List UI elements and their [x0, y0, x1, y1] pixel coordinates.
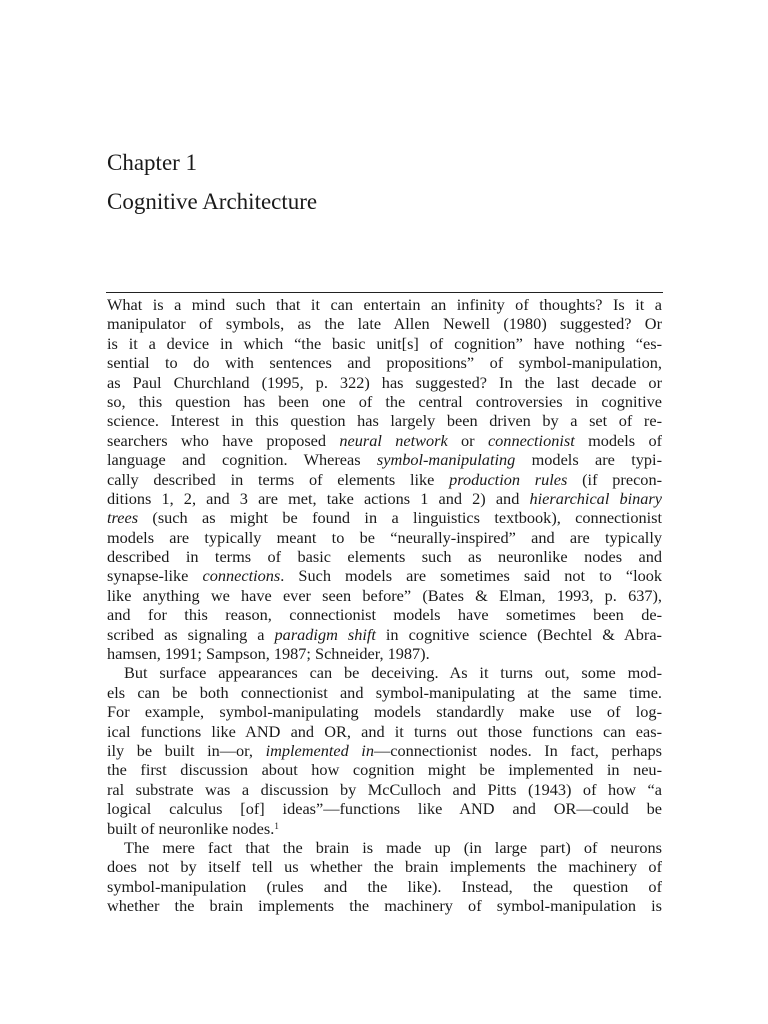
- italic-term: neural network: [339, 430, 448, 450]
- text-line: described in terms of basic elements such as neuronlike nodes and: [107, 547, 662, 567]
- text-line: models are typically meant to be “neurally-inspired” and are typically: [107, 527, 662, 547]
- line-segment: (such as might be found in a linguistics textbook), connectionist: [138, 508, 662, 528]
- text-line: is it a device in which “the basic unit[s] of cognition” have nothing “es-: [107, 333, 662, 353]
- italic-term: trees: [107, 508, 139, 528]
- italic-term: production rules: [449, 469, 568, 489]
- text-line: [107, 566, 662, 585]
- line-segment: ily be built in—or,: [107, 740, 266, 760]
- italic-term: implemented in: [265, 740, 374, 760]
- line-segment: . Such models are sometimes said not to “look: [280, 566, 662, 586]
- italic-term: hierarchical binary: [529, 488, 662, 508]
- text-line: like anything we have ever seen before” (Bates & Elman, 1993, p. 637),: [107, 585, 662, 605]
- text-line: ral substrate was a discussion by McCulloch and Pitts (1943) of how “a: [107, 779, 662, 799]
- text-line: [107, 470, 662, 489]
- text-line: [107, 741, 662, 760]
- text-line: logical calculus [of] ideas”—functions like AND and OR—could be: [107, 799, 662, 819]
- line-segment: or: [447, 430, 488, 450]
- text-line: science. Interest in this question has largely been driven by a set of re-: [107, 411, 662, 431]
- italic-term: symbol-manipulating: [376, 450, 516, 470]
- text-line: [107, 431, 662, 450]
- text-line: [107, 819, 662, 838]
- text-line: so, this question has been one of the central controversies in cognitive: [107, 391, 662, 411]
- footnote-marker[interactable]: 1: [274, 820, 279, 831]
- text-line: [107, 489, 662, 508]
- line-segment: searchers who have proposed: [107, 430, 340, 450]
- line-segment: cally described in terms of elements like: [107, 469, 450, 489]
- line-segment: ditions 1, 2, and 3 are met, take actions 1 and 2) and: [107, 488, 530, 508]
- line-segment: language and cognition. Whereas: [107, 450, 377, 470]
- line-segment: models are typi-: [515, 450, 662, 470]
- text-line: But surface appearances can be deceiving. As it turns out, some mod-: [124, 663, 662, 683]
- text-line: whether the brain implements the machinery of symbol-manipulation is: [107, 896, 662, 916]
- italic-term: connectionist: [487, 430, 575, 450]
- line-segment: —connectionist nodes. In fact, perhaps: [373, 740, 662, 760]
- text-line: does not by itself tell us whether the brain implements the machinery of: [107, 857, 662, 877]
- text-line: hamsen, 1991; Sampson, 1987; Schneider, 1987).: [107, 644, 430, 664]
- text-line: manipulator of symbols, as the late Allen Newell (1980) suggested? Or: [107, 314, 662, 334]
- text-line: the first discussion about how cognition might be implemented in neu-: [107, 760, 662, 780]
- text-line: as Paul Churchland (1995, p. 322) has suggested? In the last decade or: [107, 372, 662, 392]
- section-divider: [106, 292, 663, 293]
- italic-term: connections: [202, 566, 281, 586]
- line-segment: in cognitive science (Bechtel & Abra-: [375, 624, 662, 644]
- line-segment: (if precon-: [567, 469, 662, 489]
- body-text: [107, 295, 662, 916]
- italic-term: paradigm shift: [274, 624, 376, 644]
- chapter-label: Chapter 1: [107, 150, 198, 175]
- text-line: els can be both connectionist and symbol-manipulating at the same time.: [107, 682, 662, 702]
- text-line: [107, 450, 662, 469]
- line-segment: built of neuronlike nodes.: [107, 818, 275, 838]
- text-line: For example, symbol-manipulating models standardly make use of log-: [107, 702, 662, 722]
- line-segment: scribed as signaling a: [107, 624, 275, 644]
- text-line: [107, 625, 662, 644]
- line-segment: synapse-like: [107, 566, 203, 586]
- line-segment: models of: [574, 430, 662, 450]
- text-line: symbol-manipulation (rules and the like). Instead, the question of: [107, 876, 662, 896]
- text-line: and for this reason, connectionist models have sometimes been de-: [107, 605, 662, 625]
- text-line: The mere fact that the brain is made up (in large part) of neurons: [124, 837, 662, 857]
- text-line: sential to do with sentences and propositions” of symbol-manipulation,: [107, 353, 662, 373]
- text-line: ical functions like AND and OR, and it turns out those functions can eas-: [107, 721, 662, 741]
- chapter-title: Cognitive Architecture: [107, 189, 318, 214]
- text-line: What is a mind such that it can entertain an infinity of thoughts? Is it a: [107, 295, 662, 314]
- text-line: [107, 508, 662, 527]
